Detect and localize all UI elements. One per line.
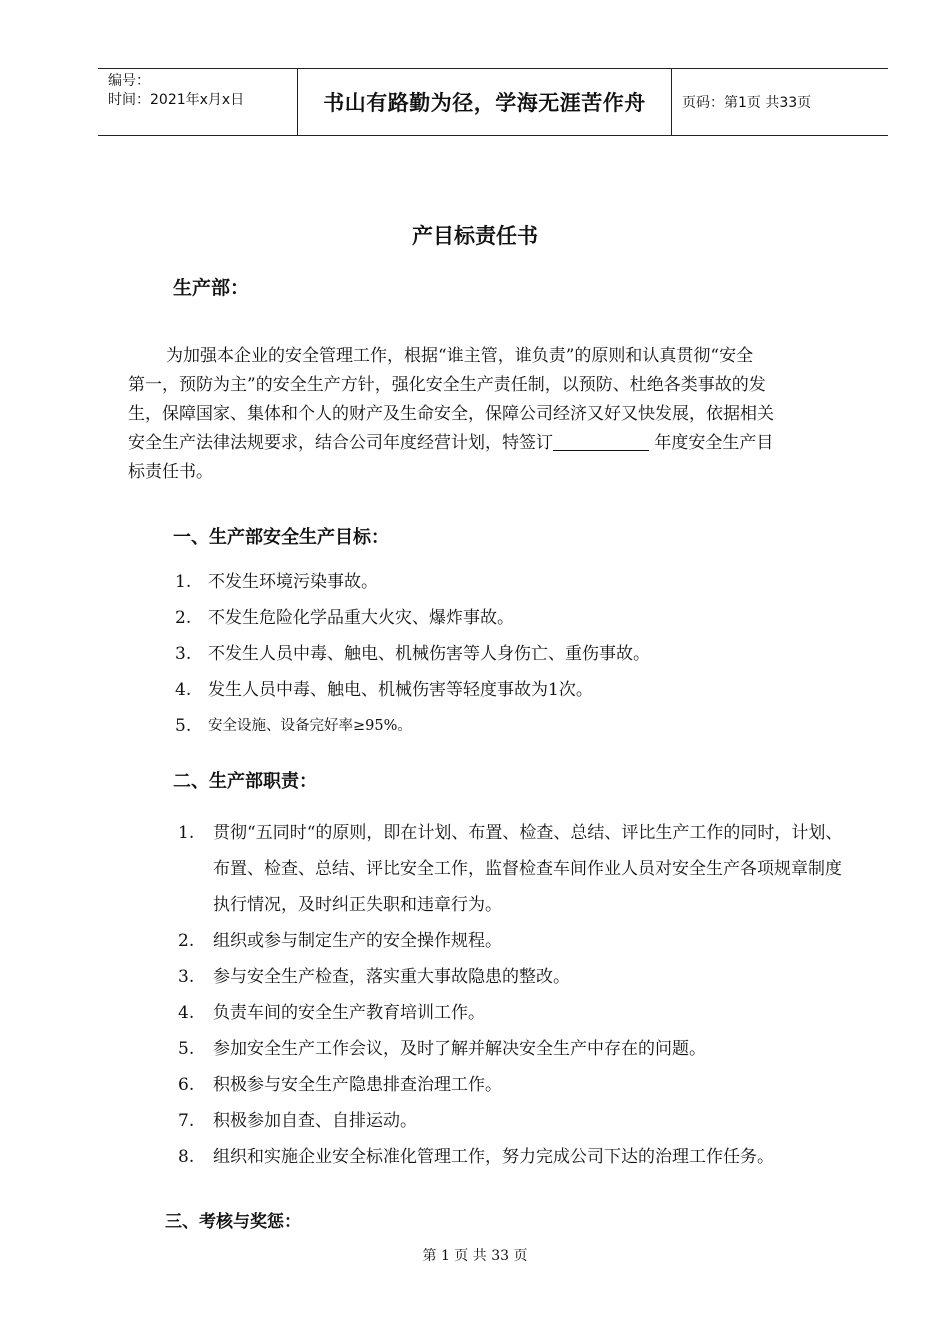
intro-line-part: 年度安全生产目 xyxy=(649,433,774,453)
list-item xyxy=(178,923,853,959)
page-header xyxy=(98,68,888,136)
item-number: 2. xyxy=(175,608,192,628)
list-item xyxy=(175,642,650,678)
item-text: 发生人员中毒、触电、机械伤害等轻度事故为1次。 xyxy=(208,680,593,700)
intro-line-part: 安全生产法律法规要求，结合公司年度经营计划，特签订 xyxy=(128,433,553,453)
item-text: 参加安全生产工作会议，及时了解并解决安全生产中存在的问题。 xyxy=(213,1039,706,1059)
list-item xyxy=(178,995,853,1031)
list-item xyxy=(178,1067,853,1103)
intro-paragraph xyxy=(128,342,858,487)
intro-line: 标责任书。 xyxy=(128,462,213,482)
item-number: 6. xyxy=(178,1075,195,1095)
item-text: 积极参加自查、自排运动。 xyxy=(213,1111,417,1131)
list-item xyxy=(178,1031,853,1067)
item-number: 5. xyxy=(175,716,192,736)
item-text: 组织和实施企业安全标准化管理工作，努力完成公司下达的治理工作任务。 xyxy=(213,1147,774,1167)
item-text: 不发生人员中毒、触电、机械伤害等人身伤亡、重伤事故。 xyxy=(208,644,650,664)
intro-line xyxy=(128,429,858,458)
item-number: 3. xyxy=(175,644,192,664)
intro-line: 生，保障国家、集体和个人的财产及生命安全，保障公司经济又好又快发展，依据相关 xyxy=(128,404,774,424)
item-text: 组织或参与制定生产的安全操作规程。 xyxy=(213,931,502,951)
header-motto: 书山有路勤为径，学海无涯苦作舟 xyxy=(298,69,672,135)
section-3-title: 三、考核与奖惩： xyxy=(165,1212,301,1232)
item-number: 1. xyxy=(178,823,195,843)
intro-line: 第一，预防为主”的安全生产方针，强化安全生产责任制，以预防、杜绝各类事故的发 xyxy=(128,375,766,395)
item-number: 1. xyxy=(175,572,192,592)
item-number: 7. xyxy=(178,1111,195,1131)
item-text: 安全设施、设备完好率≥95%。 xyxy=(208,718,412,734)
number-label: 编号： xyxy=(108,73,150,89)
page-footer: 第 1 页 共 33 页 xyxy=(422,1248,528,1264)
header-meta xyxy=(98,69,298,135)
item-text: 不发生危险化学品重大火灾、爆炸事故。 xyxy=(208,608,514,628)
year-blank xyxy=(553,432,649,451)
item-number: 8. xyxy=(178,1147,195,1167)
list-item xyxy=(178,1139,853,1175)
list-item xyxy=(178,1103,853,1139)
header-page-info: 页码：第1页 共33页 xyxy=(682,95,812,111)
item-text: 负责车间的安全生产教育培训工作。 xyxy=(213,1003,485,1023)
list-item xyxy=(178,959,853,995)
item-number: 5. xyxy=(178,1039,195,1059)
time-label: 时间：2021年x月x日 xyxy=(108,92,245,108)
item-number: 2. xyxy=(178,931,195,951)
department-heading: 生产部： xyxy=(173,277,250,299)
item-number: 4. xyxy=(178,1003,195,1023)
section-1-title: 一、生产部安全生产目标： xyxy=(173,527,389,548)
item-text: 参与安全生产检查，落实重大事故隐患的整改。 xyxy=(213,967,570,987)
item-text: 贯彻“五同时“的原则，即在计划、布置、检查、总结、评比生产工作的同时，计划、布置、检查、总结、评比安全工作，监督检查车间作业人员对安全生产各项规章制度执行情况，及时纠正失职和违章行为。 xyxy=(213,823,843,915)
list-item xyxy=(178,815,853,923)
list-item xyxy=(175,606,650,642)
section-2-title: 二、生产部职责： xyxy=(173,771,317,792)
item-number: 4. xyxy=(175,680,192,700)
item-text: 不发生环境污染事故。 xyxy=(208,572,378,592)
document-title: 产目标责任书 xyxy=(412,224,538,248)
intro-line: 为加强本企业的安全管理工作，根据“谁主管，谁负责”的原则和认真贯彻“安全 xyxy=(166,346,754,366)
item-text: 积极参与安全生产隐患排查治理工作。 xyxy=(213,1075,502,1095)
list-item xyxy=(175,678,650,714)
list-item xyxy=(175,570,650,606)
goals-list xyxy=(175,570,650,750)
list-item xyxy=(175,714,650,750)
duties-list xyxy=(178,815,853,1175)
item-number: 3. xyxy=(178,967,195,987)
